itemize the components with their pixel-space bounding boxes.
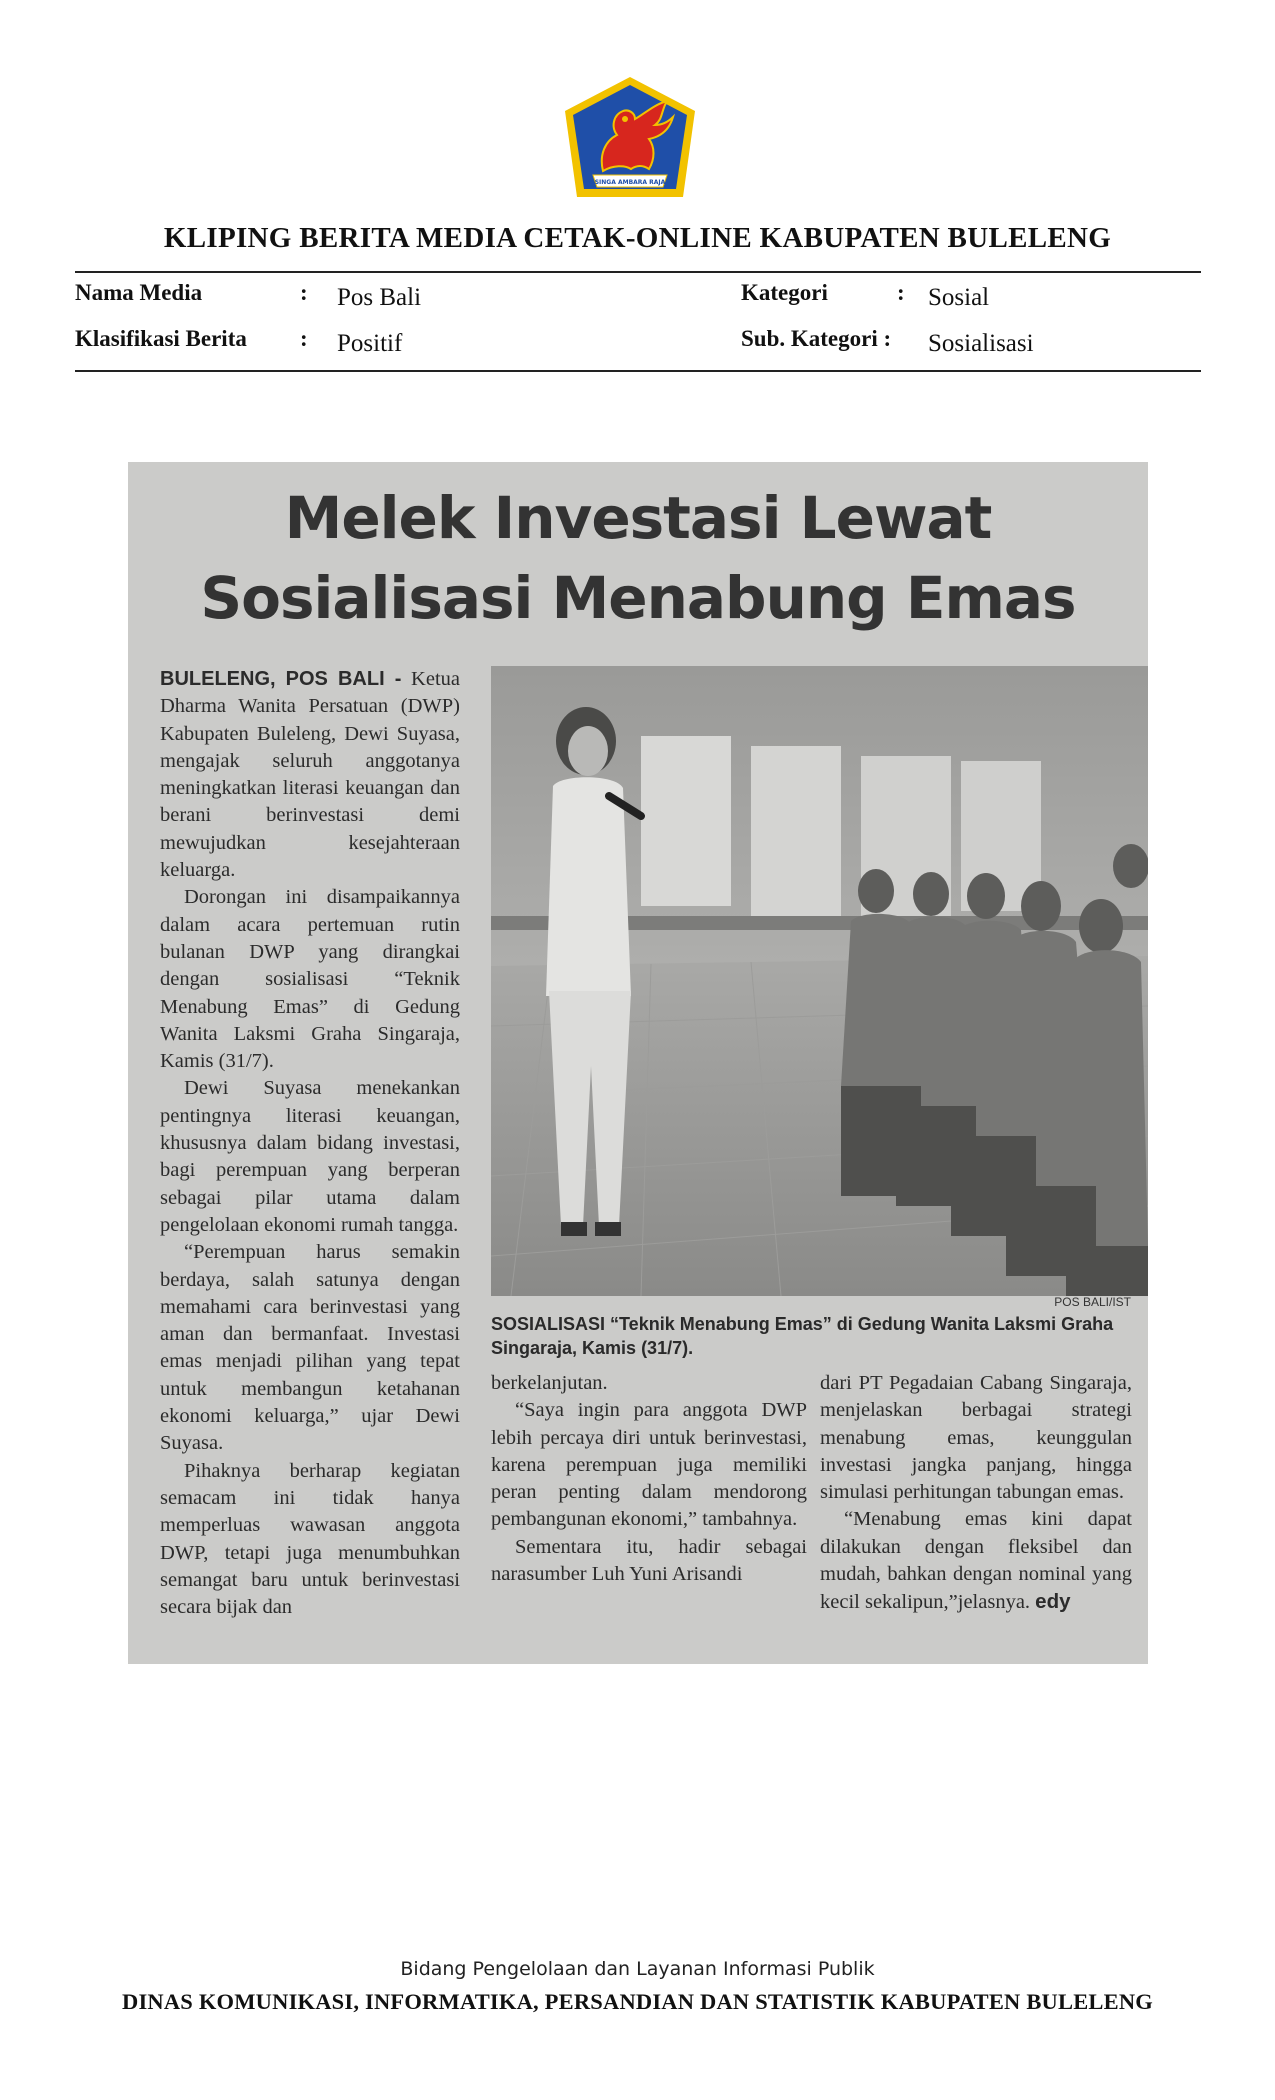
headline-line-1: Melek Investasi Lewat [284, 484, 992, 552]
newspaper-clipping [128, 462, 1148, 1664]
paragraph: Pihaknya berharap kegiatan semacam ini tidak hanya memperluas wawasan anggota DWP, tetapi juga menumbuhkan semangat baru untuk berinvestasi secara bijak dan [160, 1459, 460, 1619]
event-photo [491, 666, 1148, 1296]
paragraph: Ketua Dharma Wanita Persatuan (DWP) Kabupaten Buleleng, Dewi Suyasa, mengajak seluruh anggotanya meningkatkan literasi keuangan dan berani berinvestasi demi mewujudkan kesejahteraan keluarga. [160, 668, 460, 882]
klasifikasi-separator: : [300, 326, 308, 351]
paragraph: Sementara itu, hadir sebagai narasumber Luh Yuni Arisandi [491, 1535, 807, 1586]
photo-caption: SOSIALISASI “Teknik Menabung Emas” di Gedung Wanita Laksmi Graha Singaraja, Kamis (31/7). [491, 1314, 1114, 1358]
article-column-1 [160, 666, 460, 1621]
buleleng-logo [563, 75, 697, 199]
headline-line-2: Sosialisasi Menabung Emas [200, 564, 1076, 632]
header-divider-top [75, 271, 1201, 273]
kategori-separator: : [897, 280, 905, 305]
footer-agency: DINAS KOMUNIKASI, INFORMATIKA, PERSANDIAN DAN STATISTIK KABUPATEN BULELENG [122, 1989, 1153, 2014]
photo-credit: POS BALI/IST [1054, 1295, 1131, 1309]
sub-kategori-value: Sosialisasi [928, 330, 1034, 357]
media-value: Pos Bali [337, 284, 422, 311]
footer-division: Bidang Pengelolaan dan Layanan Informasi Publik [400, 1958, 875, 1980]
paragraph: “Menabung emas kini dapat dilakukan dengan fleksibel dan mudah, bahkan dengan nominal yang kecil sekalipun,”jelasnya. [820, 1508, 1132, 1614]
paragraph: dari PT Pegadaian Cabang Singaraja, menjelaskan berbagai strategi menabung emas, keunggulan investasi jangka panjang, hingga simulasi perhitungan tabungan emas. [820, 1372, 1132, 1504]
kategori-value: Sosial [928, 284, 990, 311]
document-title: KLIPING BERITA MEDIA CETAK-ONLINE KABUPATEN BULELENG [163, 222, 1112, 254]
kategori-label: Kategori [741, 280, 828, 305]
klasifikasi-value: Positif [337, 330, 403, 357]
paragraph: “Perempuan harus semakin berdaya, salah satunya dengan memahami cara berinvestasi yang aman dan bermanfaat. Investasi emas menjadi pilihan yang tepat untuk membangun ketahanan ekonomi keluarga,” ujar Dewi Suyasa. [160, 1241, 460, 1455]
sub-kategori-label: Sub. Kategori : [741, 326, 892, 351]
author-signoff: edy [1035, 1590, 1071, 1614]
klasifikasi-label: Klasifikasi Berita [75, 326, 247, 351]
media-label: Nama Media [75, 280, 203, 305]
dateline: BULELENG, POS BALI - [160, 668, 402, 690]
article-column-2 [491, 1370, 807, 1588]
paragraph: Dewi Suyasa menekankan pentingnya literasi keuangan, khususnya dalam bidang investasi, bagi perempuan yang berperan sebagai pilar utama dalam pengelolaan ekonomi rumah tangga. [160, 1077, 460, 1236]
article-column-3 [820, 1370, 1132, 1617]
media-separator: : [300, 280, 308, 305]
header-divider-bottom [75, 370, 1201, 372]
paragraph: berkelanjutan. [491, 1372, 608, 1394]
paragraph: Dorongan ini disampaikannya dalam acara pertemuan rutin bulanan DWP yang dirangkai dengan sosialisasi “Teknik Menabung Emas” di Gedung Wanita Laksmi Graha Singaraja, Kamis (31/7). [160, 886, 460, 1073]
logo-motto: SINGA AMBARA RAJA [594, 179, 666, 186]
paragraph: “Saya ingin para anggota DWP lebih percaya diri untuk berinvestasi, karena perempuan juga memiliki peran penting dalam mendorong pembangunan ekonomi,” tambahnya. [491, 1399, 807, 1531]
